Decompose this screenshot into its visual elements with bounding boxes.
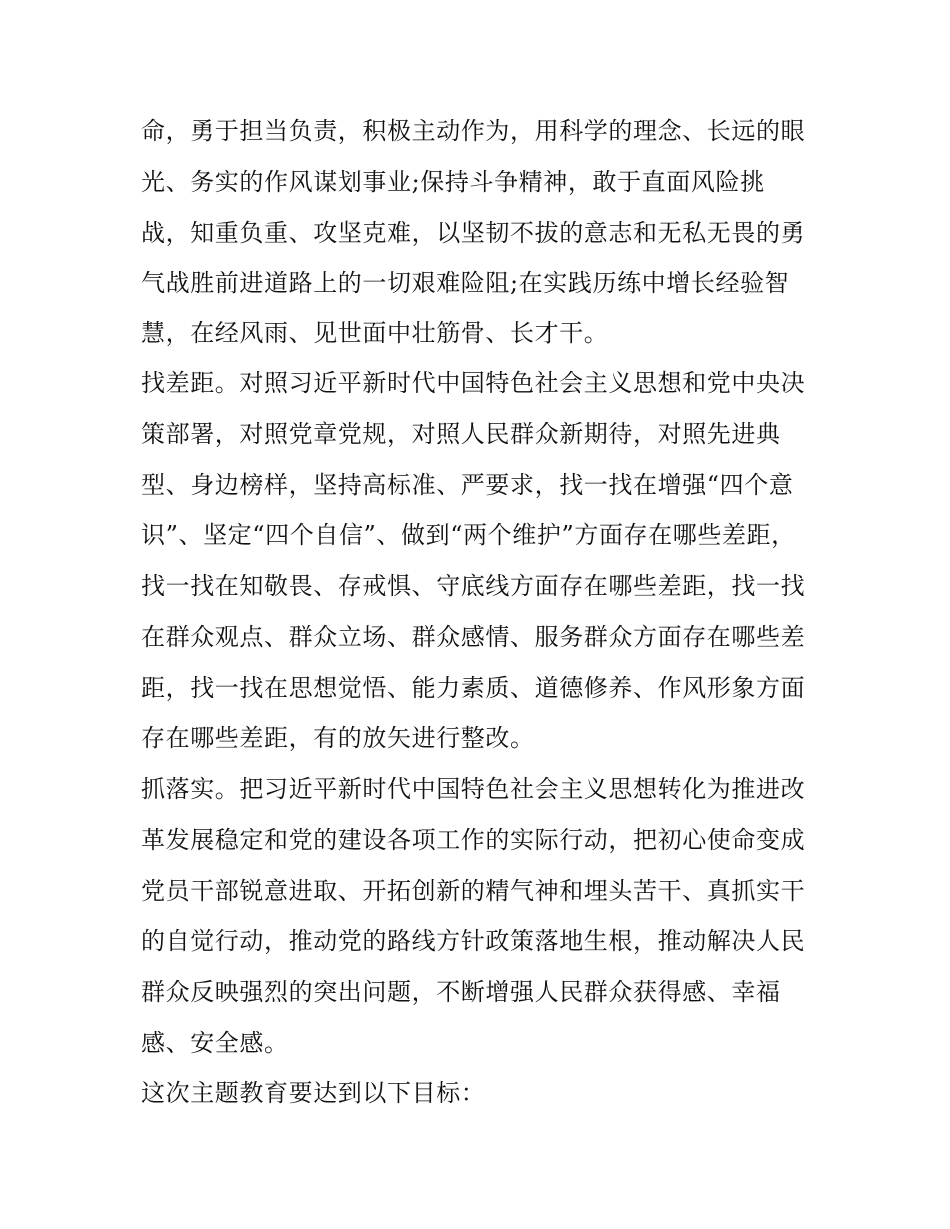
text-line-18: 群众反映强烈的突出问题，不断增强人民群众获得感、幸福 bbox=[141, 978, 781, 1006]
text-line-2: 光、务实的作风谋划事业;保持斗争精神，敢于直面风险挑 bbox=[141, 168, 765, 196]
text-line-14: 抓落实。把习近平新时代中国特色社会主义思想转化为推进改 bbox=[141, 775, 806, 803]
text-line-5: 慧，在经风雨、见世面中壮筋骨、长才干。 bbox=[141, 319, 609, 347]
text-line-20: 这次主题教育要达到以下目标： bbox=[141, 1079, 486, 1107]
text-line-13: 存在哪些差距，有的放矢进行整改。 bbox=[141, 724, 535, 752]
text-line-8: 型、身边榜样，坚持高标准、严要求，找一找在增强“四个意 bbox=[141, 471, 794, 499]
text-line-15: 革发展稳定和党的建设各项工作的实际行动，把初心使命变成 bbox=[141, 826, 806, 854]
text-line-6: 找差距。对照习近平新时代中国特色社会主义思想和党中央决 bbox=[141, 369, 806, 397]
text-line-3: 战，知重负重、攻坚克难，以坚韧不拔的意志和无私无畏的勇 bbox=[141, 219, 806, 247]
text-line-10: 找一找在知敬畏、存戒惧、守底线方面存在哪些差距，找一找 bbox=[141, 572, 806, 600]
text-line-7: 策部署，对照党章党规，对照人民群众新期待，对照先进典 bbox=[141, 420, 781, 448]
text-line-19: 感、安全感。 bbox=[141, 1029, 289, 1057]
text-line-12: 距，找一找在思想觉悟、能力素质、道德修养、作风形象方面 bbox=[141, 674, 806, 702]
text-line-17: 的自觉行动，推动党的路线方针政策落地生根，推动解决人民 bbox=[141, 927, 806, 955]
text-line-9: 识”、坚定“四个自信”、做到“两个维护”方面存在哪些差距， bbox=[141, 521, 796, 549]
text-line-4: 气战胜前进道路上的一切艰难险阻;在实践历练中增长经验智 bbox=[141, 269, 790, 297]
text-line-11: 在群众观点、群众立场、群众感情、服务群众方面存在哪些差 bbox=[141, 623, 806, 651]
text-line-1: 命，勇于担当负责，积极主动作为，用科学的理念、长远的眼 bbox=[141, 117, 806, 145]
text-line-16: 党员干部锐意进取、开拓创新的精气神和埋头苦干、真抓实干 bbox=[141, 877, 806, 905]
